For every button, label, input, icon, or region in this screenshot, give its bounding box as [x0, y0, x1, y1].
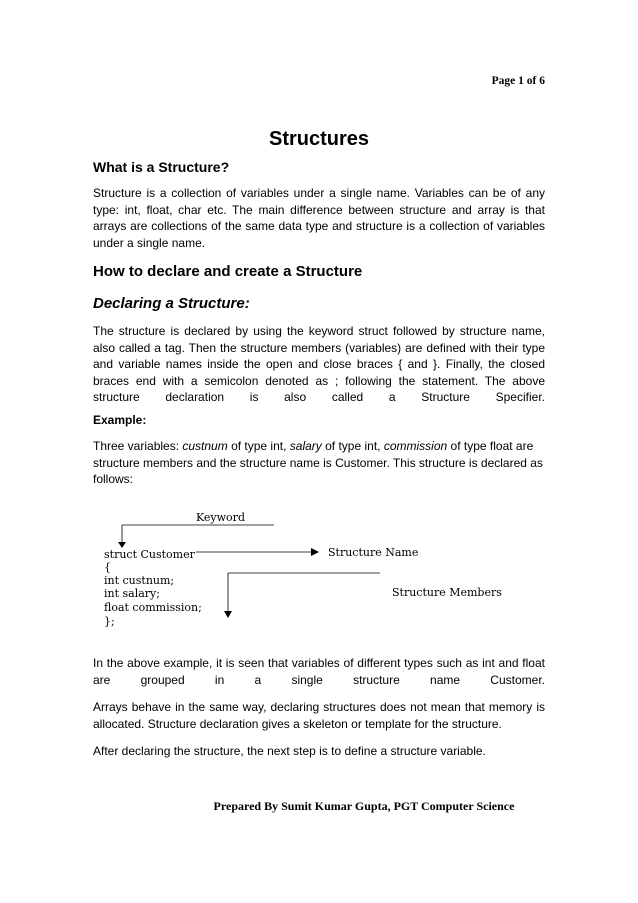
page-number: Page 1 of 6: [491, 75, 545, 87]
var-custnum: custnum: [182, 439, 228, 453]
code-line: };: [104, 615, 115, 628]
structure-definition-paragraph: Structure is a collection of variables under a single name. Variables can be of any type: int, float, char etc. The main difference between structure and array is that arrays are collections of the same data type and structure is a collection of variables under a single name.: [93, 186, 545, 250]
code-line: float commission;: [104, 601, 202, 614]
footer: Prepared By Sumit Kumar Gupta, PGT Computer Science: [213, 799, 515, 813]
subheading-declaring: Declaring a Structure:: [93, 295, 250, 312]
code-line: int salary;: [104, 587, 160, 600]
page-title: Structures: [268, 128, 370, 150]
keyword-label: Keyword: [196, 511, 245, 524]
section-heading-what-is: What is a Structure?: [93, 159, 230, 175]
structure-name-label: Structure Name: [328, 546, 419, 559]
declaring-paragraph: The structure is declared by using the keyword struct followed by structure name, also called a tag. Then the structure members (variables) are defined with their type and variable names inside the open and close braces { and }. Finally, the closed braces end with a semicolon denoted as ; following the statement. The above structure declaration is also called a Structure Specifier.: [93, 324, 545, 404]
example-label: Example:: [93, 413, 147, 427]
next-step-paragraph: After declaring the structure, the next step is to define a structure variable.: [93, 744, 486, 758]
example-text: of type float are structure members and the structure name is Customer. This structure is declared as follows:: [93, 439, 543, 486]
structure-name-arrow-head: [311, 548, 319, 556]
code-line: struct Customer: [104, 548, 195, 561]
example-text: of type int,: [227, 439, 290, 453]
section-heading-declare: How to declare and create a Structure: [93, 263, 363, 280]
structure-diagram: [90, 500, 510, 640]
arrays-paragraph: Arrays behave in the same way, declaring structures does not mean that memory is allocated. Structure declaration gives a skeleton or template for the structure.: [93, 700, 545, 731]
var-salary: salary: [289, 439, 322, 453]
var-commission: commission: [383, 439, 448, 453]
grouped-paragraph: In the above example, it is seen that variables of different types such as int and float are grouped in a single structure name Customer.: [93, 656, 545, 687]
structure-members-label: Structure Members: [392, 586, 502, 599]
code-line: {: [104, 561, 111, 574]
code-line: int custnum;: [104, 574, 175, 587]
example-paragraph: [93, 438, 545, 488]
members-arrow-head: [224, 611, 232, 618]
example-text: of type int,: [321, 439, 384, 453]
example-text: Three variables:: [93, 439, 183, 453]
